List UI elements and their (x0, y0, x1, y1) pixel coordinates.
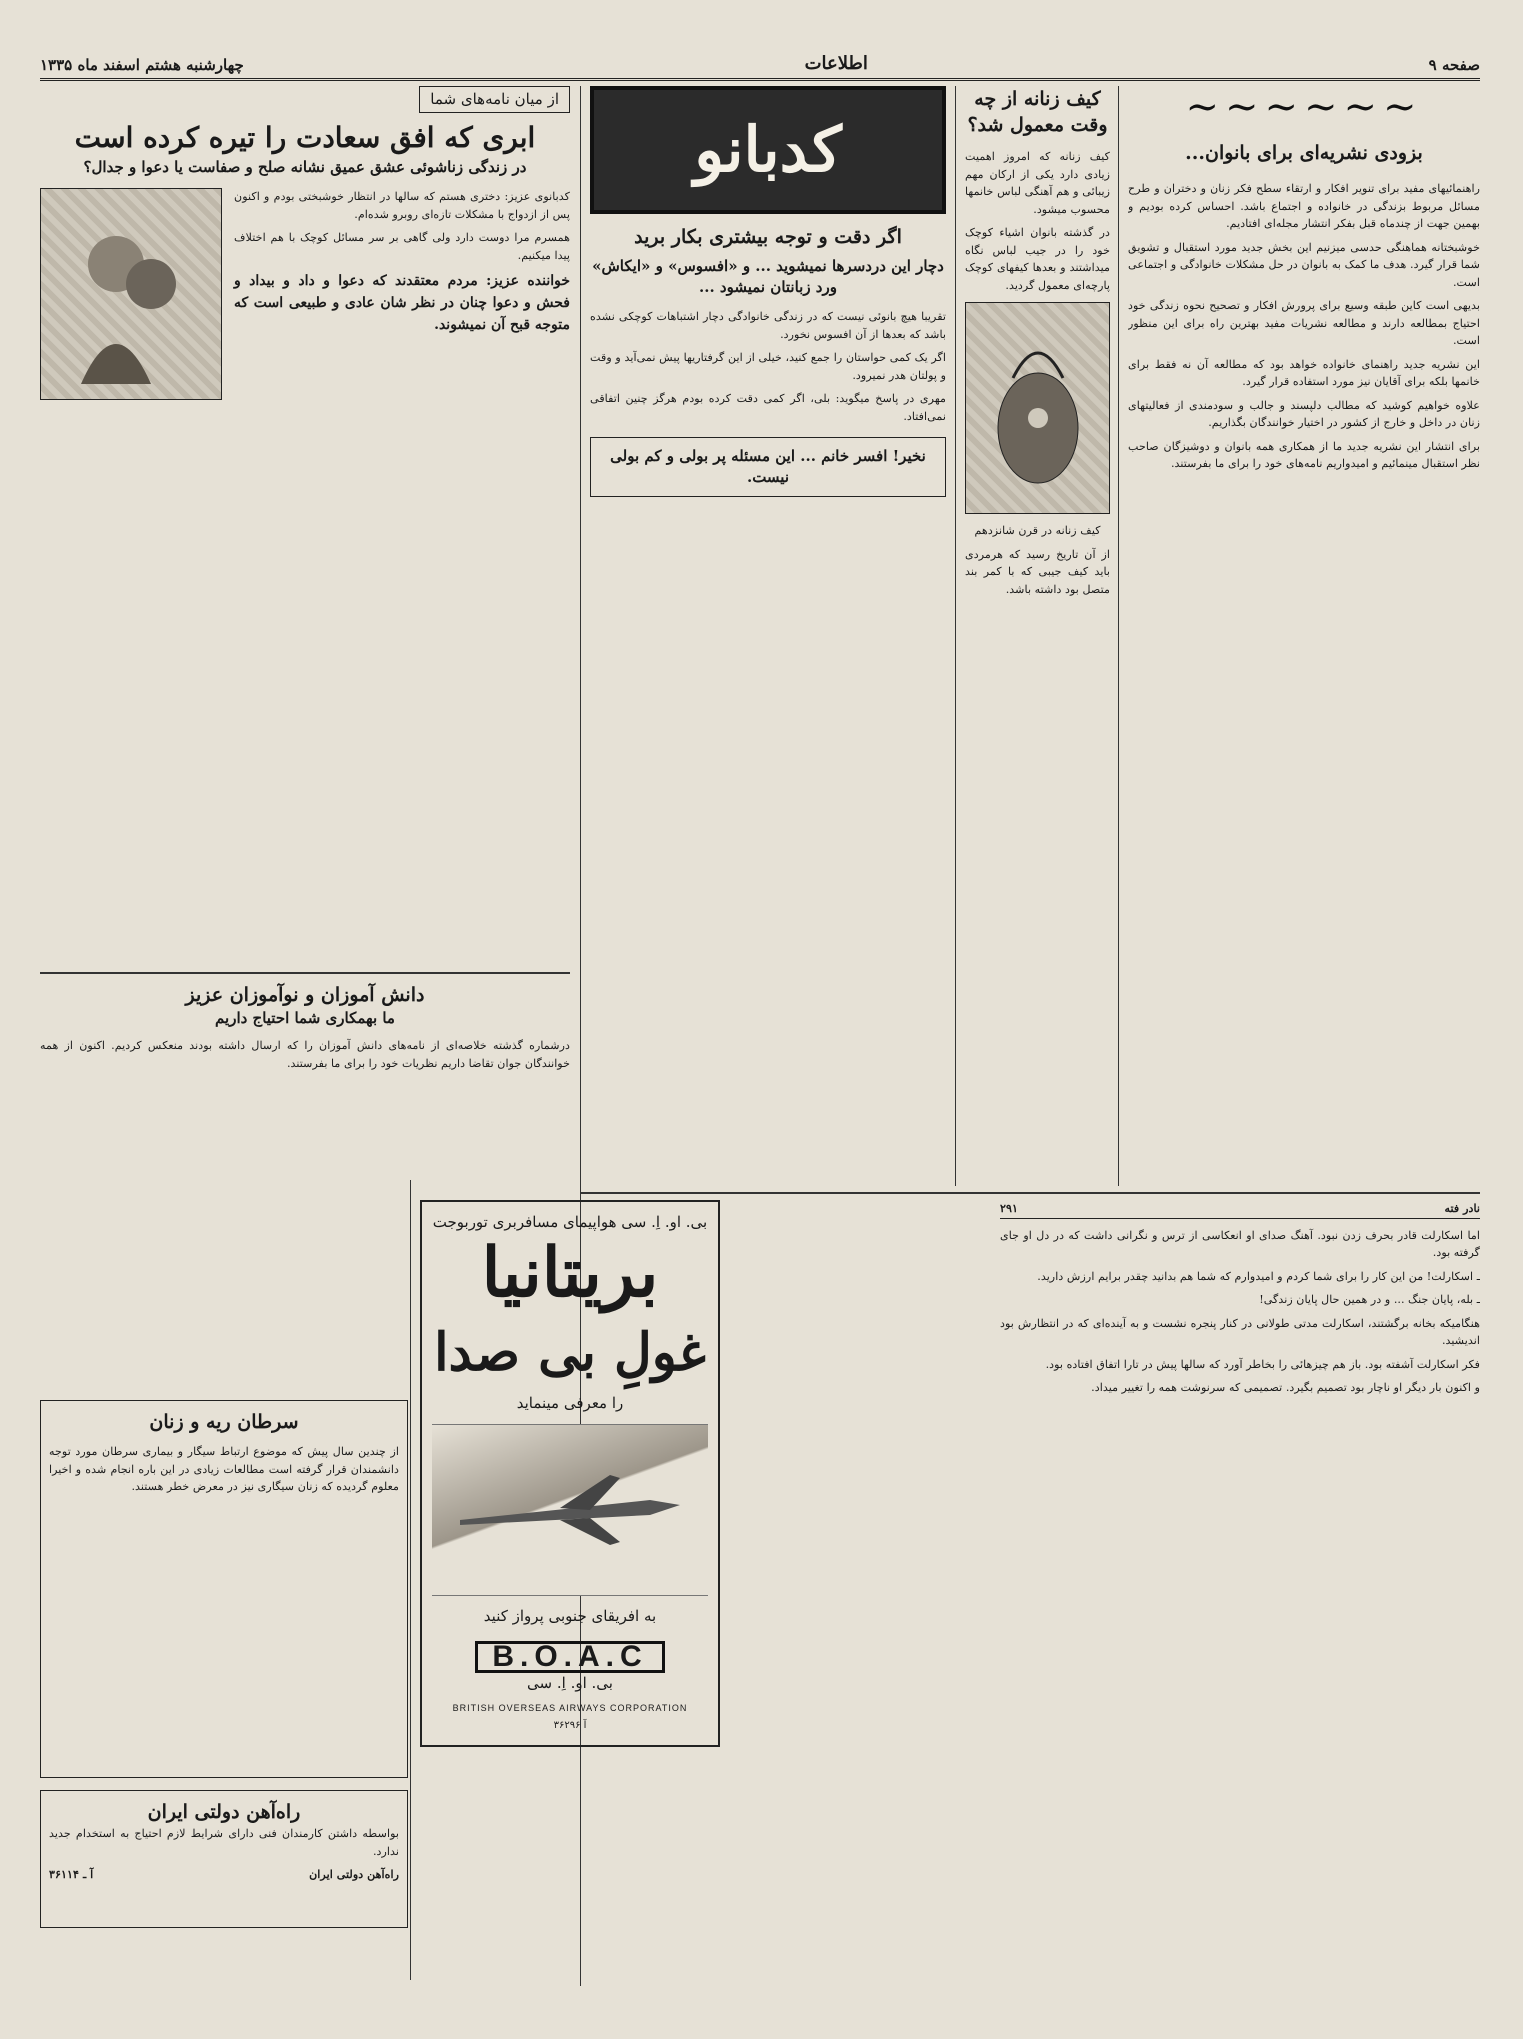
couple-icon (56, 204, 206, 384)
paragraph: فکر اسکارلت آشفته بود. باز هم چیزهائی را بخاطر آورد که سالها پیش در تارا اتفاق افتاده بود. (1045, 1357, 1480, 1371)
paragraph: و اکنون بار دیگر او ناچار بود تصمیم بگیرد. تصمیمی که سرنوشت همه را تغییر میداد. (1091, 1381, 1480, 1394)
ad-brand: بریتانیا (481, 1233, 659, 1313)
article-title: کیف زنانه از چه وقت معمول شد؟ (967, 88, 1108, 136)
ornament: ∽∽∽∽∽∽ (1185, 86, 1423, 131)
ad-logo-fa: بی. او. اِ. سی (527, 1673, 613, 1692)
ad-top: بی. او. اِ. سی هواپیمای مسافربری توربوجت (432, 1213, 708, 1231)
page-number: صفحه ۹ (1428, 56, 1480, 74)
boxed-note (590, 437, 946, 497)
issue-date: چهارشنبه هشتم اسفند ماه ۱۳۳۵ (40, 56, 244, 74)
section-kicker: از میان نامه‌های شما (419, 86, 570, 113)
ad-box (420, 1200, 720, 1747)
airplane-image (432, 1424, 708, 1596)
ad-logo-row (432, 1641, 708, 1694)
handbag-illustration (965, 302, 1110, 514)
paragraph: از چندین سال پیش که موضوع ارتباط سیگار و بیماری سرطان مورد توجه دانشمندان قرار گرفته است مطالعات زیادی در این باره انجام شده و اخیرا معلوم گردیده که زنان سیگاری نیز در معرض خطر هستند. (49, 1445, 399, 1493)
paragraph: خواننده عزیز: مردم معتقدند که دعوا و داد و بیداد و فحش و دعوا چنان در نظر شان عادی و طبیعی است که متوجه قبح آن نمیشوند. (234, 273, 570, 333)
section-divider (580, 1192, 1480, 1194)
article-title: بزودی نشریه‌ای برای بانوان... (1185, 142, 1423, 164)
ad-footer: راه‌آهن دولتی ایران آ ـ ۳۶۱۱۴ (49, 1867, 399, 1881)
article-subtitle: ما بهمکاری شما احتیاج داریم (215, 1009, 395, 1027)
railway-advertisement (40, 1790, 408, 1928)
paragraph: بدیهی است کاین طبقه وسیع برای پرورش افکار و تصحیح نحوه زندگی خود احتیاج بمطالعه دارند و مطالعه نشریات مفید بهترین راه برای این منظور است. (1128, 299, 1480, 347)
ad-promo: به افریقای جنوبی پرواز کنید (483, 1607, 657, 1625)
paragraph: هنگامیکه بخانه برگشتند، اسکارلت مدتی طولانی در کنار پنجره نشست و به آینده‌ای که در انتظارش بود اندیشید. (1000, 1316, 1480, 1347)
column-divider (1118, 86, 1119, 1186)
box-title: نخیر! افسر خانم ... این مسئله پر بولی و کم بولی نیست. (610, 447, 926, 486)
ad-title: راه‌آهن دولتی ایران (147, 1801, 301, 1823)
paragraph: در گذشته بانوان اشیاء کوچک خود را در جیب لباس نگاه میداشتند و بعدها کیفهای کوچک پارچه‌ای معمول گردید. (965, 226, 1110, 292)
story-number: ۲۹۱ (1000, 1201, 1019, 1215)
article-title: ابری که افق سعادت را تیره کرده است (74, 121, 536, 154)
handbag-article (965, 86, 1110, 1186)
paragraph: بواسطه داشتن کارمندان فنی دارای شرایط لازم احتیاج به استخدام جدید ندارد. (49, 1827, 399, 1858)
paragraph: علاوه خواهیم کوشید که مطالب دلپسند و جالب و سودمندی از فعالیتهای زنان در داخل و خارج از کشور در اختیار خوانندگان بگذاریم. (1128, 398, 1480, 429)
students-section (40, 982, 570, 1162)
serial-story (1000, 1200, 1480, 1980)
paragraph: همسرم مرا دوست دارد ولی گاهی بر سر مسائل کوچک با هم اختلاف پیدا میکنیم. (234, 231, 570, 262)
article-title: اگر دقت و توجه بیشتری بکار برید (634, 226, 902, 248)
newspaper-name: اطلاعات (804, 53, 868, 74)
article-subtitle: دچار این دردسرها نمیشوید ... و «افسوس» و «ایکاش» ورد زبانتان نمیشود ... (592, 257, 944, 296)
couple-illustration (40, 188, 222, 400)
paragraph: اگر یک کمی حواستان را جمع کنید، خیلی از این گرفتاریها پیش نمی‌آید و وقت و پولتان هدر نمیرود. (590, 351, 946, 382)
ad-sub: را معرفی مینماید (516, 1394, 624, 1412)
paragraph: این نشریه جدید راهنمای خانواده خواهد بود که مطالعه آن نه فقط برای خانمها بلکه برای آقایان نیز مورد استفاده قرار گیرد. (1128, 357, 1480, 388)
column-divider (955, 86, 956, 1186)
paragraph: خوشبختانه هماهنگی حدسی میزنیم این بخش جدید مورد استقبال و تشویق شما قرار گیرد. هدف ما کمک به بانوان در حل مشکلات خانوادگی و اجتماعی است. (1128, 240, 1480, 289)
kadbanu-section (590, 86, 946, 1186)
ad-tagline: غولِ بی صدا (434, 1322, 706, 1383)
article-subtitle: در زندگی زناشوئی عشق عمیق نشانه صلح و صفاست یا دعوا و جدال؟ (83, 158, 527, 176)
women-publication-article (1128, 86, 1480, 1186)
handbag-icon (983, 318, 1093, 498)
letter-body (40, 188, 570, 400)
boac-logo: B.O.A.C (475, 1641, 664, 1673)
airplane-icon (450, 1470, 690, 1550)
paragraph: راهنمائیهای مفید برای تنویر افکار و ارتقاء سطح فکر زنان و دختران و طرح مسائل مربوط بزندگی در خانواده و اجتماع باشد. احساس کرده بودیم و بهمین جهت از چندماه قبل بفکر انتشار مجله‌ای افتادیم. (1128, 182, 1480, 230)
paragraph: برای انتشار این نشریه جدید ما از همکاری همه بانوان و دوشیزگان صاحب نظر استقبال مینمائیم و امیدواریم نامه‌های خود را برای ما بفرستند. (1128, 439, 1480, 470)
paragraph: کیف زنانه که امروز اهمیت زیادی دارد یکی از ارکان مهم زیبائی و هم آهنگی لباس خانمها محسوب میشود. (965, 150, 1110, 216)
paragraph: ـ بله، پایان جنگ ... و در همین حال پایان زندگی! (1259, 1293, 1480, 1306)
section-divider (40, 972, 570, 974)
lung-cancer-box (40, 1400, 408, 1778)
section-banner: کدبانو (590, 86, 946, 214)
paragraph: کدبانوی عزیز: دختری هستم که سالها در انتظار خوشبختی بودم و اکنون پس از ازدواج با مشکلات تازه‌ای روبرو شده‌ام. (234, 190, 570, 221)
ad-ref: آ ۳۶۲۹۶ (553, 1720, 587, 1731)
illustration-caption: کیف زنانه در قرن شانزدهم (974, 524, 1101, 537)
paragraph: تقریبا هیچ بانوئی نیست که در زندگی خانوادگی دچار اشتباهات کوچکی نشده باشد که بعدها از آن افسوس نخورد. (590, 310, 946, 341)
article-title: سرطان ریه و زنان (149, 1411, 299, 1433)
paragraph: مهری در پاسخ میگوید: بلی، اگر کمی دقت کرده بودم هرگز چنین اتفاقی نمی‌افتاد. (590, 392, 946, 423)
story-title: نادر فته (1444, 1201, 1480, 1215)
paragraph: درشماره گذشته خلاصه‌ای از نامه‌های دانش آموزان را که ارسال داشته بودند منعکس کردیم. اکنون از همه خوانندگان جوان تقاضا داریم نظریات خود را برای ما بفرستند. (40, 1039, 570, 1070)
paragraph: اما اسکارلت قادر بحرف زدن نبود. آهنگ صدای او انعکاسی از ترس و نگرانی داشت که در دل او جای گرفته بود. (1000, 1228, 1480, 1259)
column-divider (410, 1180, 411, 1980)
article-title: دانش آموزان و نوآموزان عزیز (185, 984, 425, 1006)
ad-company: BRITISH OVERSEAS AIRWAYS CORPORATION (452, 1702, 688, 1713)
page-header (40, 48, 1480, 81)
paragraph: ـ اسکارلت! من این کار را برای شما کردم و امیدوارم که شما هم بدانید چقدر برایم ارزش دارید. (1037, 1269, 1480, 1283)
boac-advertisement (420, 1200, 720, 1980)
story-header (1000, 1200, 1480, 1219)
paragraph: از آن تاریخ رسید که هرمردی باید کیف جیبی که با کمر بند متصل بود داشته باشد. (965, 547, 1110, 596)
